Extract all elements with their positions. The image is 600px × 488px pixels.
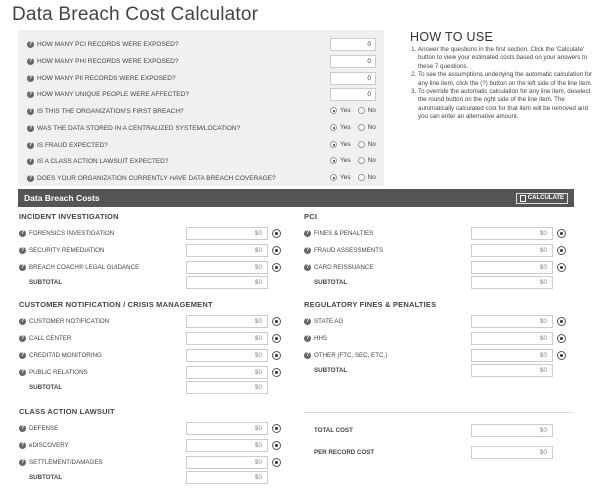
cost-amount-input[interactable]: $0 xyxy=(186,456,268,469)
radio-option-no[interactable] xyxy=(358,141,376,148)
auto-calc-toggle[interactable] xyxy=(272,351,281,360)
question-number-input[interactable]: 0 xyxy=(330,38,376,51)
question-row xyxy=(18,71,384,86)
help-icon[interactable]: ? xyxy=(28,108,33,114)
page-title: Data Breach Cost Calculator xyxy=(12,4,259,25)
question-number-input[interactable]: 0 xyxy=(330,88,376,101)
question-row xyxy=(18,154,384,169)
question-label: IS A CLASS ACTION LAWSUIT EXPECTED? xyxy=(37,158,169,165)
cost-line-item xyxy=(19,318,109,325)
auto-calc-toggle[interactable] xyxy=(557,229,566,238)
auto-calc-toggle[interactable] xyxy=(557,246,566,255)
subtotal-label: SUBTOTAL xyxy=(314,367,348,374)
cost-item-label: SETTLEMENT/DAMAGES xyxy=(29,459,103,466)
help-icon[interactable]: ? xyxy=(28,175,33,181)
radio-label: Yes xyxy=(340,157,351,164)
cost-amount-input[interactable]: $0 xyxy=(471,261,553,274)
per-record-cost-label: PER RECORD COST xyxy=(314,449,375,456)
cost-line-item xyxy=(19,425,58,432)
radio-no[interactable] xyxy=(358,141,365,148)
calculate-button-label: CALCULATE xyxy=(527,195,564,201)
question-number-input[interactable]: 0 xyxy=(330,55,376,68)
cost-amount-input[interactable]: $0 xyxy=(186,349,268,362)
cost-line-item xyxy=(19,442,69,449)
yes-no-group xyxy=(330,124,383,131)
help-icon[interactable]: ? xyxy=(20,459,25,465)
question-row xyxy=(18,138,384,153)
help-icon[interactable]: ? xyxy=(20,335,25,341)
radio-yes[interactable] xyxy=(330,141,337,148)
radio-option-no[interactable] xyxy=(358,124,376,131)
calculate-button[interactable] xyxy=(516,193,568,204)
auto-calc-toggle[interactable] xyxy=(272,246,281,255)
cost-amount-input[interactable]: $0 xyxy=(471,332,553,345)
per-record-cost-amount: $0 xyxy=(471,446,553,459)
how-to-step: 2. To see the assumptions underlying the automatic calculation for any line item, click the (?) button on the left side of the line item. xyxy=(418,71,595,88)
question-label: HOW MANY PCI RECORDS WERE EXPOSED? xyxy=(37,41,179,48)
cost-line-item xyxy=(19,264,139,271)
help-icon[interactable]: ? xyxy=(305,247,310,253)
help-icon[interactable]: ? xyxy=(20,247,25,253)
how-to-use-title: HOW TO USE xyxy=(410,30,494,44)
cost-line-item xyxy=(304,318,343,325)
question-label: DOES YOUR ORGANIZATION CURRENTLY HAVE DATA BREACH COVERAGE? xyxy=(37,175,276,182)
help-icon[interactable]: ? xyxy=(305,264,310,270)
radio-label: Yes xyxy=(340,124,351,131)
subtotal-label: SUBTOTAL xyxy=(314,279,348,286)
cost-item-label: PUBLIC RELATIONS xyxy=(29,369,88,376)
section-title: PCI xyxy=(304,212,318,221)
question-row xyxy=(18,54,384,69)
subtotal-amount: $0 xyxy=(471,364,553,377)
subtotal-label: SUBTOTAL xyxy=(29,279,63,286)
cost-line-item xyxy=(19,247,104,254)
cost-line-item xyxy=(19,459,103,466)
auto-calc-toggle[interactable] xyxy=(272,458,281,467)
cost-item-label: STATE AG xyxy=(314,318,344,325)
cost-item-label: BREACH COACH® LEGAL GUIDANCE xyxy=(29,264,140,271)
cost-item-label: DEFENSE xyxy=(29,425,59,432)
total-cost-label: TOTAL COST xyxy=(314,427,353,434)
subtotal-amount: $0 xyxy=(186,471,268,484)
question-row xyxy=(18,104,384,119)
help-icon[interactable]: ? xyxy=(28,125,33,131)
cost-amount-input[interactable]: $0 xyxy=(186,366,268,379)
cost-item-label: FORENSICS INVESTIGATION xyxy=(29,230,115,237)
question-label: IS THIS THE ORGANIZATION'S FIRST BREACH? xyxy=(37,108,184,115)
auto-calc-toggle[interactable] xyxy=(272,229,281,238)
cost-line-item xyxy=(304,335,327,342)
cost-amount-input[interactable]: $0 xyxy=(471,315,553,328)
cost-line-item xyxy=(19,369,88,376)
auto-calc-toggle[interactable] xyxy=(272,317,281,326)
section-title: REGULATORY FINES & PENALTIES xyxy=(304,300,437,309)
cost-amount-input[interactable]: $0 xyxy=(186,227,268,240)
radio-label: Yes xyxy=(340,107,351,114)
cost-item-label: SECURITY REMEDIATION xyxy=(29,247,105,254)
cost-item-label: CREDIT/ID MONITORING xyxy=(29,352,102,359)
radio-label: No xyxy=(367,124,376,131)
cost-amount-input[interactable]: $0 xyxy=(186,244,268,257)
subtotal-label: SUBTOTAL xyxy=(29,474,63,481)
radio-label: Yes xyxy=(340,141,351,148)
cost-amount-input[interactable]: $0 xyxy=(471,227,553,240)
cost-line-item xyxy=(304,247,383,254)
cost-item-label: eDISCOVERY xyxy=(29,442,69,449)
radio-no[interactable] xyxy=(358,157,365,164)
radio-no[interactable] xyxy=(358,124,365,131)
question-label: IS FRAUD EXPECTED? xyxy=(37,142,108,149)
help-icon[interactable]: ? xyxy=(28,91,33,97)
cost-amount-input[interactable]: $0 xyxy=(186,422,268,435)
section-title: INCIDENT INVESTIGATION xyxy=(19,212,119,221)
auto-calc-toggle[interactable] xyxy=(272,263,281,272)
help-icon[interactable]: ? xyxy=(20,425,25,431)
auto-calc-toggle[interactable] xyxy=(557,334,566,343)
auto-calc-toggle[interactable] xyxy=(557,263,566,272)
question-row xyxy=(18,37,384,52)
radio-option-no[interactable] xyxy=(358,174,376,181)
radio-yes[interactable] xyxy=(330,174,337,181)
cost-line-item xyxy=(304,264,373,271)
question-label: WAS THE DATA STORED IN A CENTRALIZED SYSTEM/LOCATION? xyxy=(37,125,241,132)
section-title: CLASS ACTION LAWSUIT xyxy=(19,407,115,416)
questions-panel xyxy=(18,30,384,186)
auto-calc-toggle[interactable] xyxy=(557,351,566,360)
question-label: HOW MANY PII RECORDS WERE EXPOSED? xyxy=(37,75,176,82)
cost-line-item xyxy=(304,230,373,237)
radio-label: No xyxy=(367,157,376,164)
help-icon[interactable]: ? xyxy=(28,142,33,148)
auto-calc-toggle[interactable] xyxy=(272,441,281,450)
cost-line-item xyxy=(304,352,387,359)
help-icon[interactable]: ? xyxy=(28,158,33,164)
cost-amount-input[interactable]: $0 xyxy=(186,315,268,328)
radio-option-no[interactable] xyxy=(358,107,376,114)
question-label: HOW MANY UNIQUE PEOPLE WERE AFFECTED? xyxy=(37,91,189,98)
cost-amount-input[interactable]: $0 xyxy=(186,439,268,452)
help-icon[interactable]: ? xyxy=(20,352,25,358)
help-icon[interactable]: ? xyxy=(20,318,25,324)
radio-no[interactable] xyxy=(358,107,365,114)
yes-no-group xyxy=(330,174,383,181)
help-icon[interactable]: ? xyxy=(20,230,25,236)
auto-calc-toggle[interactable] xyxy=(272,334,281,343)
cost-line-item xyxy=(19,352,102,359)
radio-option-yes[interactable] xyxy=(330,174,351,181)
radio-label: No xyxy=(367,107,376,114)
costs-header-label: Data Breach Costs xyxy=(24,193,100,203)
help-icon[interactable]: ? xyxy=(305,318,310,324)
question-label: HOW MANY PHI RECORDS WERE EXPOSED? xyxy=(37,58,179,65)
question-number-input[interactable]: 0 xyxy=(330,72,376,85)
radio-label: Yes xyxy=(340,174,351,181)
divider xyxy=(304,412,574,413)
cost-line-item xyxy=(19,230,114,237)
cost-item-label: CUSTOMER NOTIFICATION xyxy=(29,318,110,325)
cost-item-label: FRAUD ASSESSMENTS xyxy=(314,247,384,254)
radio-label: No xyxy=(367,174,376,181)
help-icon[interactable]: ? xyxy=(305,352,310,358)
radio-option-yes[interactable] xyxy=(330,107,351,114)
auto-calc-toggle[interactable] xyxy=(272,424,281,433)
radio-yes[interactable] xyxy=(330,157,337,164)
cost-amount-input[interactable]: $0 xyxy=(471,244,553,257)
cost-amount-input[interactable]: $0 xyxy=(186,332,268,345)
radio-option-yes[interactable] xyxy=(330,157,351,164)
cost-item-label: CARD REISSUANCE xyxy=(314,264,374,271)
help-icon[interactable]: ? xyxy=(305,335,310,341)
radio-label: No xyxy=(367,141,376,148)
radio-yes[interactable] xyxy=(330,124,337,131)
radio-option-yes[interactable] xyxy=(330,141,351,148)
section-title: CUSTOMER NOTIFICATION / CRISIS MANAGEMENT xyxy=(19,300,213,309)
costs-header-bar xyxy=(18,189,574,207)
cost-amount-input[interactable]: $0 xyxy=(186,261,268,274)
calculator-icon xyxy=(520,195,526,202)
cost-item-label: HHS xyxy=(314,335,328,342)
radio-no[interactable] xyxy=(358,174,365,181)
help-icon[interactable]: ? xyxy=(28,58,33,64)
help-icon[interactable]: ? xyxy=(20,442,25,448)
yes-no-group xyxy=(330,157,383,164)
question-row xyxy=(18,171,384,186)
subtotal-amount: $0 xyxy=(186,276,268,289)
help-icon[interactable]: ? xyxy=(28,41,33,47)
how-to-step: 1. Answer the questions in the first section. Click the 'Calculate' button to view your estimated costs based on your answers to these 7 questions. xyxy=(418,46,595,71)
yes-no-group xyxy=(330,141,383,148)
auto-calc-toggle[interactable] xyxy=(272,368,281,377)
how-to-use-panel xyxy=(410,30,595,122)
cost-item-label: FINES & PENALTIES xyxy=(314,230,374,237)
subtotal-label: SUBTOTAL xyxy=(29,384,63,391)
cost-amount-input[interactable]: $0 xyxy=(471,349,553,362)
help-icon[interactable]: ? xyxy=(28,75,33,81)
cost-item-label: OTHER (FTC, SEC, ETC.) xyxy=(314,352,388,359)
radio-option-yes[interactable] xyxy=(330,124,351,131)
subtotal-amount: $0 xyxy=(471,276,553,289)
auto-calc-toggle[interactable] xyxy=(557,317,566,326)
help-icon[interactable]: ? xyxy=(20,369,25,375)
radio-yes[interactable] xyxy=(330,107,337,114)
radio-option-no[interactable] xyxy=(358,157,376,164)
help-icon[interactable]: ? xyxy=(305,230,310,236)
question-row xyxy=(18,87,384,102)
cost-line-item xyxy=(19,335,71,342)
help-icon[interactable]: ? xyxy=(20,264,25,270)
how-to-step: 3. To override the automatic calculation for any line item, deselect the round button on the right side of the line item. The automatically calculated cost for that item will be removed and you can enter an alternative amount. xyxy=(418,88,595,122)
subtotal-amount: $0 xyxy=(186,381,268,394)
how-to-use-steps xyxy=(410,46,595,122)
cost-item-label: CALL CENTER xyxy=(29,335,72,342)
total-cost-amount: $0 xyxy=(471,424,553,437)
yes-no-group xyxy=(330,107,383,114)
question-row xyxy=(18,121,384,136)
